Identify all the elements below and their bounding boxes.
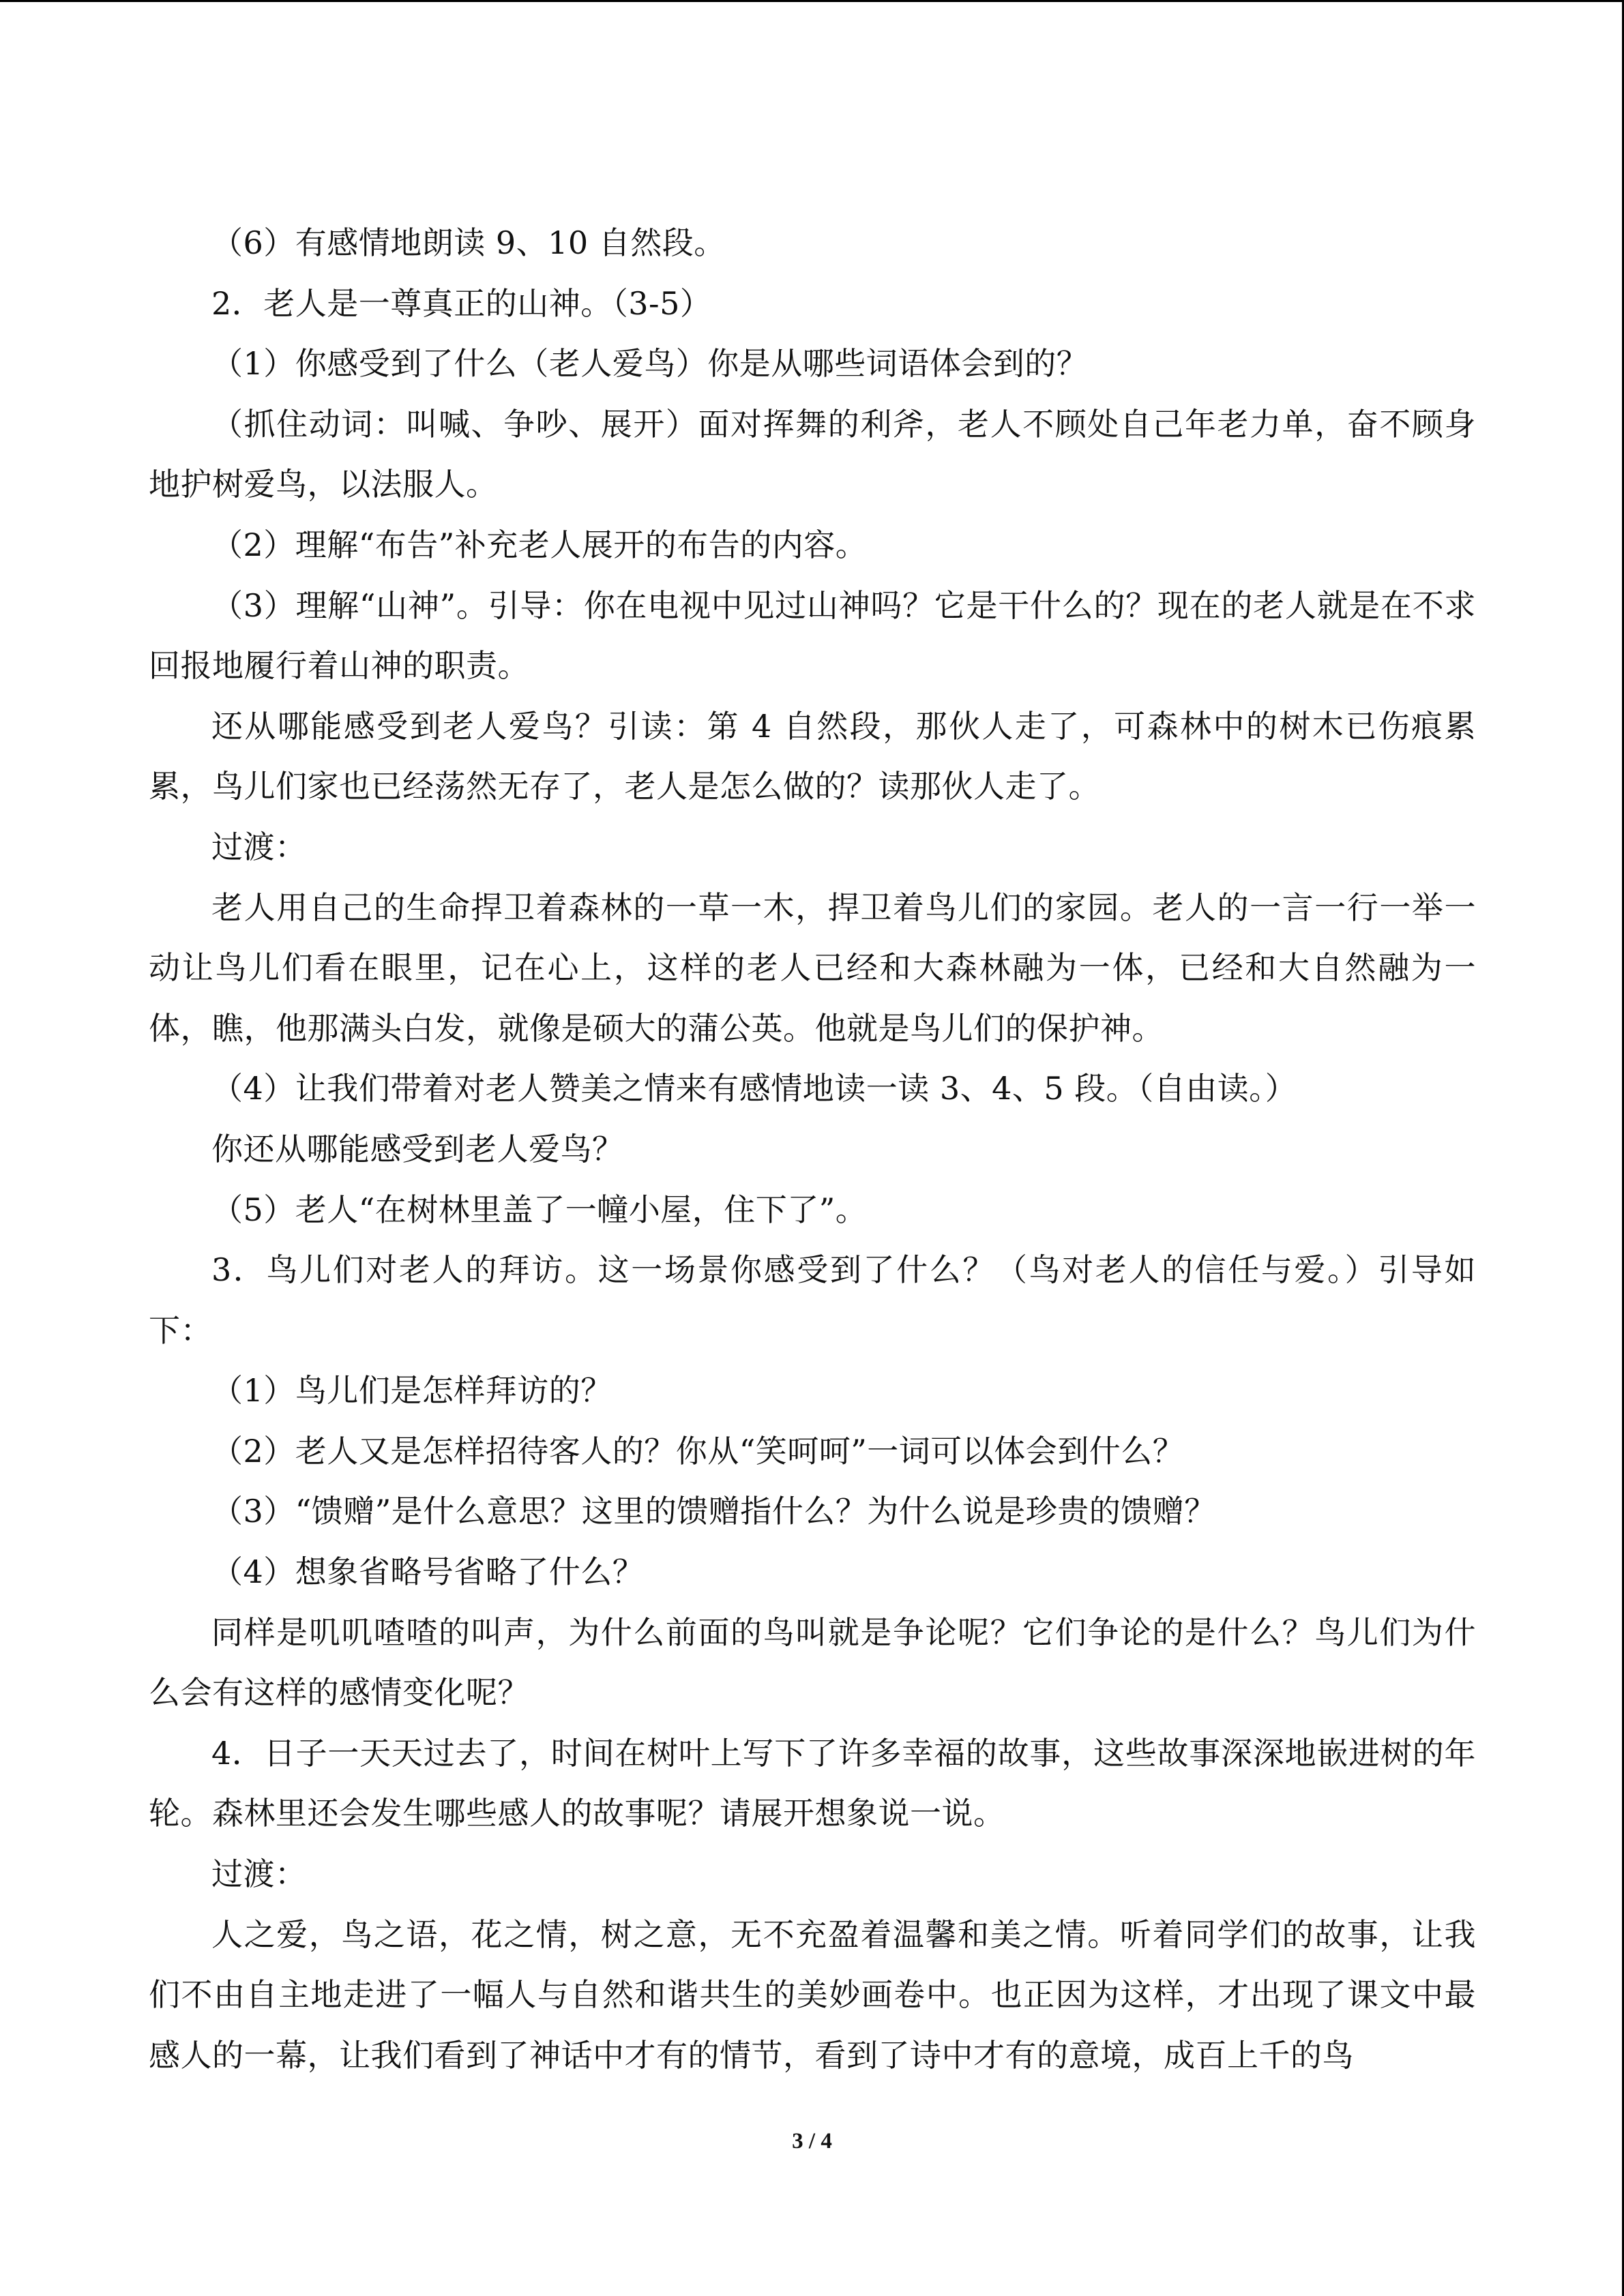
paragraph-5: （2）理解“布告”补充老人展开的布告的内容。 xyxy=(211,526,868,563)
paragraph-1: （6）有感情地朗读 9、10 自然段。 xyxy=(211,224,726,261)
paragraph-18: 同样是叽叽喳喳的叫声，为什么前面的鸟叫就是争论呢？它们争论的是什么？鸟儿们为什么会有这样的感情变化呢？ xyxy=(149,1613,1476,1712)
paragraph-12: （5）老人“在树林里盖了一幢小屋，住下了”。 xyxy=(211,1191,868,1228)
paragraph-15: （2）老人又是怎样招待客人的？你从“笑呵呵”一词可以体会到什么？ xyxy=(211,1432,1185,1470)
paragraph-9: 老人用自己的生命捍卫着森林的一草一木，捍卫着鸟儿们的家园。老人的一言一行一举一动让鸟儿们看在眼里，记在心上，这样的老人已经和大森林融为一体，已经和大自然融为一体，瞧，他那满头白发，就像是硕大的蒲公英。他就是鸟儿们的保护神。 xyxy=(149,889,1476,1047)
paragraph-13: 3．鸟儿们对老人的拜访。这一场景你感受到了什么？（鸟对老人的信任与爱。）引导如下： xyxy=(149,1251,1476,1349)
paragraph-20: 过渡： xyxy=(211,1855,307,1893)
document-body xyxy=(149,213,1476,2085)
page-number: 3 / 4 xyxy=(792,2129,832,2153)
paragraph-14: （1）鸟儿们是怎样拜访的？ xyxy=(211,1372,612,1410)
paragraph-4: （抓住动词：叫喊、争吵、展开）面对挥舞的利斧，老人不顾处自己年老力单，奋不顾身地护树爱鸟，以法服人。 xyxy=(149,405,1476,503)
paragraph-10: （4）让我们带着对老人赞美之情来有感情地读一读 3、4、5 段。（自由读。） xyxy=(211,1070,1297,1107)
paragraph-3: （1）你感受到了什么（老人爱鸟）你是从哪些词语体会到的？ xyxy=(211,345,1089,383)
paragraph-17: （4）想象省略号省略了什么？ xyxy=(211,1553,645,1591)
paragraph-21: 人之爱，鸟之语，花之情，树之意，无不充盈着温馨和美之情。听着同学们的故事，让我们不由自主地走进了一幅人与自然和谐共生的美妙画卷中。也正因为这样，才出现了课文中最感人的一幕，让我们看到了神话中才有的情节，看到了诗中才有的意境，成百上千的鸟 xyxy=(149,1915,1476,2074)
page-border-top xyxy=(0,0,1624,2)
paragraph-19: 4．日子一天天过去了，时间在树叶上写下了许多幸福的故事，这些故事深深地嵌进树的年轮。森林里还会发生哪些感人的故事呢？请展开想象说一说。 xyxy=(149,1734,1476,1832)
paragraph-7: 还从哪能感受到老人爱鸟？引读：第 4 自然段，那伙人走了，可森林中的树木已伤痕累累，鸟儿们家也已经荡然无存了，老人是怎么做的？读那伙人走了。 xyxy=(149,707,1476,805)
paragraph-8: 过渡： xyxy=(211,828,307,865)
paragraph-16: （3）“馈赠”是什么意思？这里的馈赠指什么？为什么说是珍贵的馈赠？ xyxy=(211,1493,1216,1530)
paragraph-6: （3）理解“山神”。引导：你在电视中见过山神吗？它是干什么的？现在的老人就是在不求回报地履行着山神的职责。 xyxy=(149,586,1476,685)
paragraph-11: 你还从哪能感受到老人爱鸟？ xyxy=(211,1130,624,1167)
paragraph-2: 2．老人是一尊真正的山神。（3-5） xyxy=(211,284,712,322)
